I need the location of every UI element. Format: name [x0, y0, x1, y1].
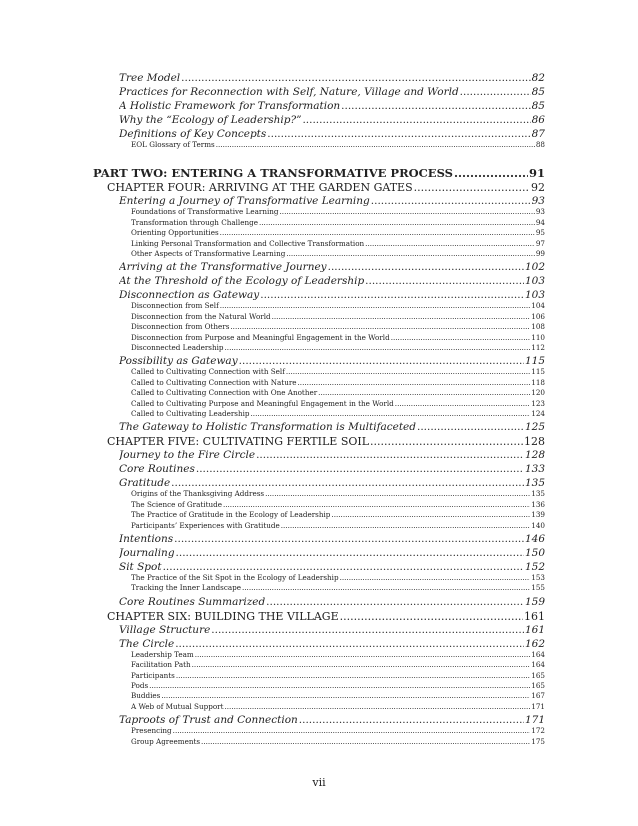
dot-leader [298, 378, 531, 387]
toc-entry-page: 95 [535, 228, 545, 238]
toc-entry-title: The Gateway to Holistic Transformation is Multifaceted [119, 421, 416, 434]
toc-entry-page: 86 [531, 114, 545, 126]
dot-leader [318, 388, 530, 397]
toc-entry[interactable] [119, 275, 545, 287]
toc-entry[interactable] [119, 533, 545, 545]
toc-entry-page: 133 [524, 463, 545, 476]
toc-entry-page: 104 [531, 301, 545, 311]
toc-entry-title: Village Structure [119, 623, 211, 636]
toc-entry-page: 93 [535, 207, 545, 217]
toc-entry-title: Foundations of Transformative Learning [131, 207, 279, 217]
toc-entry[interactable] [131, 409, 545, 418]
dot-leader [192, 660, 531, 669]
dot-leader [328, 261, 524, 273]
toc-entry[interactable] [131, 228, 545, 237]
dot-leader [417, 421, 524, 433]
toc-entry[interactable] [131, 650, 545, 659]
toc-entry-title: Facilitation Path [131, 660, 191, 670]
toc-entry-page: 93 [531, 195, 545, 208]
toc-entry[interactable] [93, 166, 545, 180]
toc-entry[interactable] [119, 714, 545, 726]
toc-entry-page: 94 [535, 217, 545, 227]
toc-entry-page: 175 [531, 736, 545, 746]
toc-entry[interactable] [131, 681, 545, 690]
toc-entry-title: At the Threshold of the Ecology of Leadership [119, 275, 365, 288]
toc-entry-title: EOL Glossary of Terms [131, 140, 215, 150]
dot-leader [174, 533, 524, 545]
toc-entry[interactable] [119, 128, 545, 140]
toc-entry-title: Called to Cultivating Connection with Nature [131, 377, 297, 387]
toc-entry-page: 103 [524, 275, 545, 288]
dot-leader [223, 500, 530, 509]
toc-entry[interactable] [131, 388, 545, 397]
toc-entry[interactable] [119, 561, 545, 573]
toc-entry-page: 162 [524, 637, 545, 650]
toc-entry-title: Taproots of Trust and Connection [119, 714, 298, 726]
toc-entry[interactable] [131, 691, 545, 700]
toc-entry-page: 88 [535, 140, 545, 150]
dot-leader [414, 181, 530, 194]
toc-entry[interactable] [119, 463, 545, 475]
toc-entry[interactable] [107, 610, 545, 623]
toc-entry-page: 161 [524, 623, 545, 636]
toc-entry[interactable] [131, 218, 545, 227]
dot-leader [176, 671, 530, 680]
dot-leader [371, 195, 531, 207]
toc-entry-title: Entering a Journey of Transformative Learning [119, 195, 370, 208]
toc-entry[interactable] [131, 249, 545, 258]
toc-entry[interactable] [131, 702, 545, 711]
toc-entry-page: 110 [531, 332, 545, 342]
dot-leader [391, 333, 531, 342]
dot-leader [460, 86, 531, 98]
toc-entry-title: The Practice of Gratitude in the Ecology of Leadership [131, 510, 331, 520]
toc-entry[interactable] [119, 477, 545, 489]
dot-leader [365, 275, 524, 287]
toc-entry-title: CHAPTER FIVE: CULTIVATING FERTILE SOIL [107, 435, 370, 449]
dot-leader [211, 624, 524, 636]
toc-entry-page: 171 [524, 714, 545, 726]
toc-entry[interactable] [131, 660, 545, 669]
dot-leader [331, 510, 530, 519]
toc-entry[interactable] [119, 114, 545, 126]
toc-entry-page: 140 [531, 520, 545, 530]
toc-entry-page: 153 [531, 573, 545, 582]
toc-entry-page: 85 [531, 86, 545, 98]
dot-leader [225, 343, 531, 352]
toc-entry[interactable] [131, 583, 545, 592]
dot-leader [340, 573, 531, 582]
dot-leader [173, 726, 531, 735]
toc-entry[interactable] [119, 289, 545, 301]
toc-entry-title: Origins of the Thanksgiving Address [131, 489, 265, 499]
page-number: vii [312, 776, 326, 789]
toc-entry-title: Orienting Opportunities [131, 228, 219, 238]
toc-entry-page: 97 [535, 238, 545, 248]
dot-leader [195, 650, 531, 659]
dot-leader [163, 561, 524, 573]
dot-leader [176, 547, 524, 559]
toc-entry[interactable] [131, 312, 545, 321]
toc-entry[interactable] [131, 301, 545, 310]
toc-entry-page: 120 [531, 388, 545, 398]
toc-entry-title: Core Routines [119, 463, 195, 476]
toc-entry-page: 99 [535, 249, 545, 258]
toc-entry[interactable] [131, 671, 545, 680]
toc-entry-page: 112 [531, 343, 545, 352]
toc-entry-page: 146 [524, 532, 545, 545]
toc-entry-title: Sit Spot [119, 560, 162, 573]
toc-entry[interactable] [107, 435, 545, 448]
toc-entry-title: Presencing [131, 726, 172, 736]
toc-entry-title: Gratitude [119, 477, 171, 490]
dot-leader [171, 477, 524, 489]
toc-entry-page: 115 [524, 355, 545, 368]
toc-entry[interactable] [131, 726, 545, 735]
dot-leader [201, 737, 530, 746]
toc-entry[interactable] [131, 239, 545, 248]
dot-leader [341, 100, 530, 112]
toc-entry-title: Participants’ Experiences with Gratitude [131, 520, 280, 530]
dot-leader [224, 702, 530, 711]
toc-entry[interactable] [131, 500, 545, 509]
dot-leader [181, 72, 530, 84]
toc-entry-title: Practices for Reconnection with Self, Nature, Village and World [119, 86, 459, 98]
dot-leader [149, 681, 530, 690]
toc-entry-page: 108 [531, 322, 545, 332]
toc-entry[interactable] [131, 737, 545, 746]
toc-entry-title: Journaling [119, 546, 175, 559]
toc-entry-title: Group Agreements [131, 736, 201, 746]
toc-entry-page: 91 [528, 165, 545, 180]
toc-entry-page: 159 [524, 595, 545, 608]
toc-entry[interactable] [131, 489, 545, 498]
toc-entry-title: A Web of Mutual Support [131, 701, 224, 711]
toc-entry[interactable] [131, 140, 545, 149]
toc-entry-title: Called to Cultivating Connection with One Another [131, 388, 318, 398]
toc-entry-page: 124 [531, 409, 545, 418]
toc-entry-page: 167 [531, 691, 545, 701]
dot-leader [260, 289, 524, 301]
toc-entry[interactable] [119, 596, 545, 608]
dot-leader [365, 239, 535, 248]
toc-entry-page: 92 [531, 181, 545, 195]
toc-entry-page: 161 [524, 609, 545, 623]
dot-leader [280, 207, 535, 216]
toc-entry[interactable] [131, 207, 545, 216]
toc-entry[interactable] [119, 624, 545, 636]
dot-leader [175, 638, 524, 650]
toc-entry-page: 128 [524, 435, 545, 449]
toc-entry-title: Arriving at the Transformative Journey [119, 261, 327, 274]
toc-entry-page: 136 [531, 499, 545, 509]
toc-entry[interactable] [119, 449, 545, 461]
toc-entry[interactable] [119, 100, 545, 112]
toc-entry-page: 103 [524, 289, 545, 302]
dot-leader [216, 140, 535, 149]
toc-entry-title: Buddies [131, 691, 161, 701]
toc-entry-page: 164 [531, 660, 545, 670]
toc-entry-title: Other Aspects of Transformative Learning [131, 249, 286, 258]
dot-leader [259, 218, 535, 227]
toc-entry-title: The Science of Gratitude [131, 499, 222, 509]
toc-entry-page: 139 [531, 510, 545, 520]
toc-entry-title: CHAPTER FOUR: ARRIVING AT THE GARDEN GATES [107, 181, 413, 195]
dot-leader [265, 489, 530, 498]
toc-entry-page: 123 [531, 398, 545, 408]
toc-entry-title: Definitions of Key Concepts [119, 128, 267, 140]
toc-entry[interactable] [119, 421, 545, 433]
toc-entry-page: 106 [531, 311, 545, 321]
toc-entry[interactable] [119, 547, 545, 559]
dot-leader [340, 610, 523, 623]
toc-entry-title: Disconnection from Purpose and Meaningful Engagement in the World [131, 332, 390, 342]
toc-entry-title: Called to Cultivating Purpose and Meaningful Engagement in the World [131, 398, 394, 408]
toc-entry-title: Linking Personal Transformation and Collective Transformation [131, 238, 365, 248]
dot-leader [286, 367, 530, 376]
toc-entry-title: Why the “Ecology of Leadership?” [119, 114, 302, 126]
dot-leader [266, 596, 524, 608]
toc-entry-page: 135 [524, 477, 545, 490]
dot-leader [302, 114, 530, 126]
toc-entry-page: 171 [531, 701, 545, 711]
toc-entry[interactable] [131, 333, 545, 342]
dot-leader [196, 463, 524, 475]
toc-entry-title: Disconnection from Others [131, 322, 230, 332]
toc-entry-title: Intentions [119, 532, 174, 545]
toc-entry[interactable] [131, 367, 545, 376]
toc-entry-page: 118 [531, 377, 545, 387]
toc-entry[interactable] [119, 638, 545, 650]
toc-entry-title: Leadership Team [131, 649, 194, 659]
toc-entry-page: 128 [524, 449, 545, 462]
dot-leader [281, 521, 531, 530]
toc-entry-title: PART TWO: ENTERING A TRANSFORMATIVE PROCESS [93, 165, 453, 180]
toc-entry-page: 155 [531, 583, 545, 593]
toc-entry[interactable] [131, 378, 545, 387]
toc-entry[interactable] [119, 261, 545, 273]
toc-entry-title: Disconnection as Gateway [119, 289, 260, 302]
toc-entry-title: A Holistic Framework for Transformation [119, 100, 341, 112]
toc-entry-title: Disconnected Leadership [131, 343, 224, 352]
dot-leader [251, 409, 531, 418]
toc-entry[interactable] [131, 521, 545, 530]
toc-entry[interactable] [131, 322, 545, 331]
toc-entry-title: Participants [131, 670, 175, 680]
dot-leader [239, 355, 524, 367]
toc-entry-page: 172 [531, 726, 545, 736]
dot-leader [299, 714, 524, 726]
toc-entry[interactable] [107, 181, 545, 194]
toc-entry-title: Transformation through Challenge [131, 217, 258, 227]
dot-leader [454, 166, 528, 180]
toc-entry-title: The Circle [119, 637, 175, 650]
dot-leader [230, 322, 530, 331]
toc-entry-page: 152 [524, 560, 545, 573]
toc-entry-title: Tracking the Inner Landscape [131, 583, 241, 593]
toc-entry-page: 165 [531, 670, 545, 680]
toc-entry-title: Core Routines Summarized [119, 595, 266, 608]
toc-entry-page: 102 [524, 261, 545, 274]
toc-entry[interactable] [119, 72, 545, 84]
toc-entry-title: Disconnection from Self [131, 301, 219, 311]
toc-entry[interactable] [119, 355, 545, 367]
toc-entry-page: 150 [524, 546, 545, 559]
toc-entry[interactable] [131, 510, 545, 519]
dot-leader [220, 301, 531, 310]
dot-leader [286, 249, 535, 258]
toc-entry-title: Called to Cultivating Leadership [131, 409, 250, 418]
toc-entry-title: Pods [131, 681, 149, 690]
dot-leader [256, 449, 524, 461]
toc-entry-page: 125 [524, 421, 545, 434]
toc-entry-title: CHAPTER SIX: BUILDING THE VILLAGE [107, 609, 339, 623]
toc-entry-page: 164 [531, 649, 545, 659]
toc-entry-page: 115 [531, 367, 545, 377]
toc-entry-page: 165 [531, 681, 545, 690]
dot-leader [220, 228, 535, 237]
toc-entry-page: 85 [531, 100, 545, 112]
dot-leader [272, 312, 531, 321]
dot-leader [395, 399, 530, 408]
toc-entry-title: Tree Model [119, 72, 181, 84]
toc-entry-title: Journey to the Fire Circle [119, 449, 256, 462]
dot-leader [267, 128, 530, 140]
toc-entry[interactable] [119, 86, 545, 98]
toc-entry-title: Called to Cultivating Connection with Self [131, 367, 285, 377]
toc-entry-page: 87 [531, 128, 545, 140]
toc-entry[interactable] [131, 573, 545, 582]
dot-leader [242, 583, 530, 592]
toc-entry[interactable] [131, 399, 545, 408]
dot-leader [161, 691, 530, 700]
toc-entry-title: Possibility as Gateway [119, 355, 238, 368]
toc-entry[interactable] [119, 195, 545, 207]
toc-entry-page: 82 [531, 72, 545, 84]
dot-leader [370, 435, 523, 448]
toc-entry-title: The Practice of the Sit Spot in the Ecology of Leadership [131, 573, 339, 582]
toc-entry[interactable] [131, 343, 545, 352]
toc-entry-page: 135 [531, 489, 545, 499]
toc-entry-title: Disconnection from the Natural World [131, 311, 271, 321]
